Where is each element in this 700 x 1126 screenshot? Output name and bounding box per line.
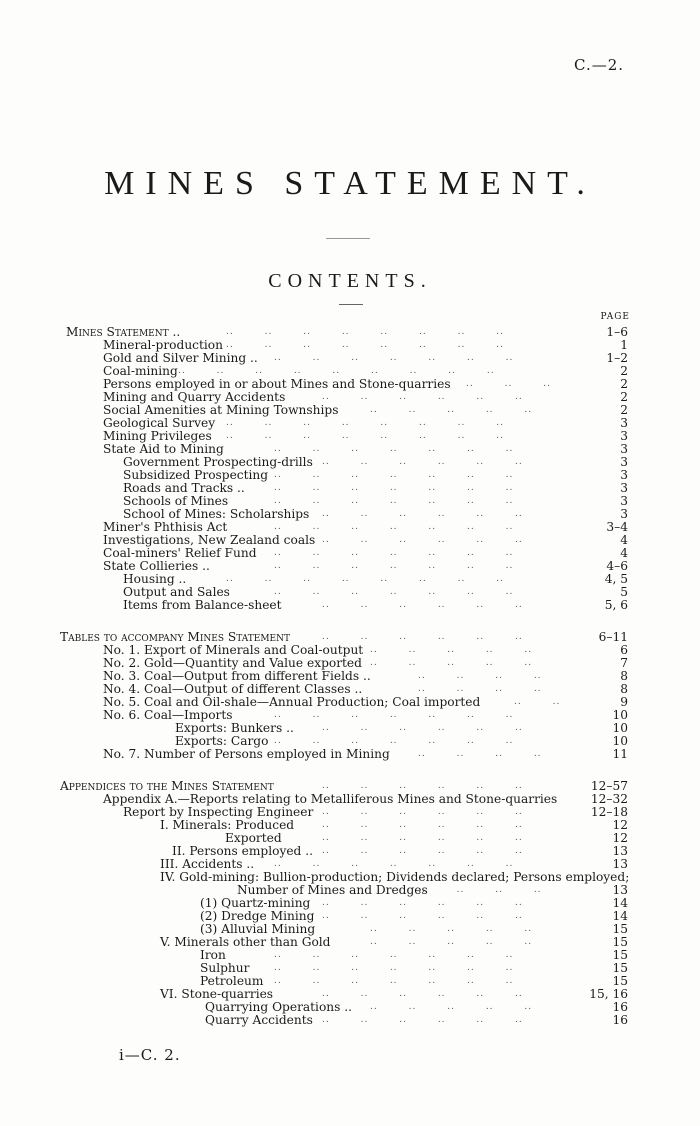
- entry-page-number: 15: [612, 935, 628, 949]
- leader-dots: .. .. .. .. .. .. .. ..: [226, 418, 504, 428]
- entry-title: Tables to accompany Mines Statement: [60, 630, 290, 644]
- toc-entry: [0, 910, 700, 923]
- entry-title: Investigations, New Zealand coals: [103, 533, 316, 547]
- entry-page-number: 15: [612, 922, 628, 936]
- entry-page-number: 3: [620, 468, 628, 482]
- toc-entry: [0, 586, 700, 599]
- entry-title: III. Accidents ..: [160, 857, 255, 871]
- leader-dots: .. .. .. .. .. .. ..: [274, 470, 514, 480]
- leader-dots: .. .. .. .. .. .. ..: [274, 353, 514, 363]
- leader-dots: .. ..: [514, 697, 561, 707]
- leader-dots: .. .. .. .. .. .. ..: [274, 950, 514, 960]
- entry-title: School of Mines: Scholarships: [123, 507, 310, 521]
- leader-dots: .. .. .. .. ..: [370, 405, 533, 415]
- leader-dots: .. .. .. .. .. ..: [322, 1015, 523, 1025]
- entry-page-number: 12–18: [590, 805, 628, 819]
- entry-page-number: 6–11: [598, 630, 628, 644]
- page-reference: C.—2.: [574, 56, 625, 74]
- entry-title: State Collieries ..: [103, 559, 210, 573]
- leader-dots: .. .. .. .. .. ..: [322, 989, 523, 999]
- entry-title: No. 3. Coal—Output from different Fields ..: [103, 669, 371, 683]
- entry-page-number: 15: [612, 948, 628, 962]
- toc-entry: [0, 806, 700, 819]
- entry-title: Social Amenities at Mining Townships: [103, 403, 339, 417]
- entry-title: IV. Gold-mining: Bullion-production; Dividends declared; Persons employed;: [160, 870, 630, 884]
- entry-page-number: 3: [620, 429, 628, 443]
- entry-title: Exported: [225, 831, 282, 845]
- toc-entry: [0, 560, 700, 573]
- toc-entry: [0, 923, 700, 936]
- entry-page-number: 3: [620, 442, 628, 456]
- entry-page-number: 4: [620, 546, 628, 560]
- toc-entry: [0, 748, 700, 761]
- entry-title: Petroleum: [200, 974, 264, 988]
- entry-page-number: 10: [612, 721, 628, 735]
- toc-entry: [0, 1014, 700, 1027]
- entry-title: Iron: [200, 948, 226, 962]
- entry-page-number: 4–6: [606, 559, 628, 573]
- leader-dots: .. .. .. .. .. .. .. ..: [226, 340, 504, 350]
- entry-title: Miner's Phthisis Act: [103, 520, 228, 534]
- leader-dots: .. .. .. .. .. ..: [322, 820, 523, 830]
- toc-entry: [0, 722, 700, 735]
- entry-page-number: 5: [620, 585, 628, 599]
- entry-title: Appendix A.—Reports relating to Metalliferous Mines and Stone-quarries: [103, 792, 558, 806]
- entry-title: Exports: Bunkers ..: [175, 721, 294, 735]
- leader-dots: .. .. .. .. .. ..: [322, 632, 523, 642]
- leader-dots: .. .. .. .. .. .. .. ..: [226, 327, 504, 337]
- entry-page-number: 10: [612, 734, 628, 748]
- leader-dots: .. .. .. .. .. .. ..: [274, 522, 514, 532]
- entry-page-number: 8: [620, 682, 628, 696]
- page-title: MINES STATEMENT.: [104, 165, 596, 202]
- leader-dots: .. .. .. .. .. ..: [322, 457, 523, 467]
- entry-page-number: 3: [620, 507, 628, 521]
- entry-title: VI. Stone-quarries: [160, 987, 274, 1001]
- leader-dots: .. .. .. .. .. ..: [322, 600, 523, 610]
- leader-dots: .. .. .. ..: [418, 684, 542, 694]
- toc-entry: [0, 949, 700, 962]
- entry-title: V. Minerals other than Gold: [160, 935, 331, 949]
- entry-page-number: 13: [612, 844, 628, 858]
- entry-page-number: 15, 16: [589, 987, 628, 1001]
- leader-dots: .. .. .. .. .. ..: [322, 833, 523, 843]
- entry-page-number: 9: [620, 695, 628, 709]
- entry-page-number: 11: [612, 747, 628, 761]
- entry-page-number: 13: [612, 857, 628, 871]
- entry-page-number: 2: [620, 403, 628, 417]
- leader-dots: .. .. .. .. .. .. .. ..: [226, 574, 504, 584]
- entry-title: Exports: Cargo: [175, 734, 269, 748]
- entry-page-number: 3: [620, 455, 628, 469]
- entry-title: Roads and Tracks ..: [123, 481, 245, 495]
- entry-title: Mines Statement ..: [66, 325, 181, 339]
- entry-page-number: 3: [620, 416, 628, 430]
- toc-entry: [0, 819, 700, 832]
- entry-title: Geological Survey: [103, 416, 216, 430]
- leader-dots: .. .. .. .. .. .. ..: [274, 483, 514, 493]
- entry-title: Appendices to the Mines Statement: [60, 779, 274, 793]
- entry-title: No. 2. Gold—Quantity and Value exported: [103, 656, 362, 670]
- entry-page-number: 15: [612, 974, 628, 988]
- entry-page-number: 16: [612, 1000, 628, 1014]
- leader-dots: .. .. .. .. .. .. ..: [274, 736, 514, 746]
- entry-title: Coal-mining: [103, 364, 178, 378]
- entry-page-number: 2: [620, 377, 628, 391]
- entry-title: Quarrying Operations ..: [205, 1000, 353, 1014]
- toc-entry: [0, 884, 700, 897]
- toc-entry: [0, 936, 700, 949]
- toc-entry: [0, 709, 700, 722]
- entry-page-number: 10: [612, 708, 628, 722]
- entry-page-number: 4, 5: [604, 572, 628, 586]
- entry-page-number: 1–6: [606, 325, 628, 339]
- entry-page-number: 3–4: [606, 520, 628, 534]
- toc-entry: [0, 482, 700, 495]
- entry-title: No. 4. Coal—Output of different Classes ..: [103, 682, 363, 696]
- entry-title: Report by Inspecting Engineer: [123, 805, 314, 819]
- entry-title: Items from Balance-sheet: [123, 598, 282, 612]
- entry-title: Output and Sales: [123, 585, 230, 599]
- entry-page-number: 2: [620, 390, 628, 404]
- leader-dots: .. .. ..: [466, 379, 551, 389]
- leader-dots: .. .. .. .. .. .. ..: [274, 548, 514, 558]
- signature-mark: i—C. 2.: [119, 1046, 181, 1064]
- leader-dots: .. .. .. .. .. ..: [322, 392, 523, 402]
- entry-title: I. Minerals: Produced: [160, 818, 295, 832]
- page-column-label: PAGE: [600, 312, 630, 322]
- entry-title: Number of Mines and Dredges: [237, 883, 428, 897]
- leader-dots: .. .. .. .. .. .. ..: [274, 710, 514, 720]
- entry-title: No. 6. Coal—Imports: [103, 708, 233, 722]
- leader-dots: .. .. .. .. ..: [370, 924, 533, 934]
- entry-page-number: 1–2: [606, 351, 628, 365]
- leader-dots: .. .. .. .. ..: [370, 937, 533, 947]
- leader-dots: .. .. .. .. .. ..: [322, 509, 523, 519]
- toc-entry: [0, 443, 700, 456]
- entry-title: Mining Privileges: [103, 429, 212, 443]
- title-divider: [326, 238, 370, 239]
- toc-entry: [0, 897, 700, 910]
- toc-entry: [0, 456, 700, 469]
- leader-dots: .. .. .. .. .. .. ..: [274, 963, 514, 973]
- toc-entry: [0, 599, 700, 612]
- entry-title: Gold and Silver Mining ..: [103, 351, 258, 365]
- entry-title: Government Prospecting-drills: [123, 455, 313, 469]
- toc-entry: [0, 573, 700, 586]
- leader-dots: .. .. .. .. .. .. .. ..: [226, 431, 504, 441]
- entry-title: No. 1. Export of Minerals and Coal-output: [103, 643, 364, 657]
- entry-title: (2) Dredge Mining: [200, 909, 315, 923]
- entry-title: (3) Alluvial Mining: [200, 922, 316, 936]
- leader-dots: .. .. .. .. .. ..: [322, 807, 523, 817]
- entry-title: Persons employed in or about Mines and Stone-quarries: [103, 377, 451, 391]
- leader-dots: .. .. .. .. ..: [370, 1002, 533, 1012]
- entry-page-number: 14: [612, 896, 628, 910]
- contents-divider: [339, 304, 363, 305]
- entry-title: Subsidized Prospecting: [123, 468, 269, 482]
- leader-dots: .. .. .. .. .. ..: [322, 898, 523, 908]
- leader-dots: .. .. .. .. .. ..: [322, 846, 523, 856]
- entry-title: II. Persons employed ..: [172, 844, 313, 858]
- leader-dots: .. .. .. .. .. .. ..: [274, 587, 514, 597]
- entry-page-number: 16: [612, 1013, 628, 1027]
- entry-page-number: 6: [620, 643, 628, 657]
- toc-entry: [0, 962, 700, 975]
- entry-page-number: 7: [620, 656, 628, 670]
- entry-title: Mineral-production: [103, 338, 223, 352]
- leader-dots: .. .. .. .. .. .. ..: [274, 444, 514, 454]
- leader-dots: .. .. .. ..: [418, 885, 542, 895]
- entry-page-number: 3: [620, 494, 628, 508]
- entry-title: No. 5. Coal and Oil-shale—Annual Production; Coal imported: [103, 695, 481, 709]
- leader-dots: .. .. .. .. .. .. ..: [274, 976, 514, 986]
- leader-dots: .. .. .. .. .. ..: [322, 723, 523, 733]
- entry-page-number: 3: [620, 481, 628, 495]
- leader-dots: .. .. .. .. ..: [370, 645, 533, 655]
- leader-dots: .. .. .. .. ..: [370, 658, 533, 668]
- leader-dots: .. .. .. .. .. .. ..: [274, 496, 514, 506]
- entry-page-number: 8: [620, 669, 628, 683]
- entry-title: (1) Quartz-mining: [200, 896, 311, 910]
- entry-page-number: 12: [612, 818, 628, 832]
- leader-dots: .. .. .. .. .. ..: [322, 535, 523, 545]
- leader-dots: .. .. .. .. .. ..: [322, 911, 523, 921]
- entry-page-number: 12–57: [590, 779, 628, 793]
- entry-title: Mining and Quarry Accidents: [103, 390, 286, 404]
- entry-title: State Aid to Mining: [103, 442, 224, 456]
- toc-entry: [0, 845, 700, 858]
- leader-dots: .. .. .. ..: [418, 671, 542, 681]
- entry-page-number: 14: [612, 909, 628, 923]
- entry-page-number: 15: [612, 961, 628, 975]
- contents-heading: CONTENTS.: [268, 270, 432, 292]
- entry-title: Sulphur: [200, 961, 250, 975]
- toc-entry: [0, 1001, 700, 1014]
- entry-page-number: 4: [620, 533, 628, 547]
- entry-title: Quarry Accidents: [205, 1013, 313, 1027]
- entry-page-number: 12: [612, 831, 628, 845]
- toc-entry: [0, 832, 700, 845]
- leader-dots: .. .. .. ..: [418, 749, 542, 759]
- entry-title: Schools of Mines: [123, 494, 229, 508]
- toc-entry: [0, 495, 700, 508]
- entry-title: Housing ..: [123, 572, 187, 586]
- entry-page-number: 13: [612, 883, 628, 897]
- leader-dots: .. .. .. .. .. ..: [322, 781, 523, 791]
- entry-title: Coal-miners' Relief Fund: [103, 546, 257, 560]
- entry-page-number: 12–32: [590, 792, 628, 806]
- entry-page-number: 5, 6: [604, 598, 628, 612]
- toc-entry: [0, 469, 700, 482]
- entry-page-number: 2: [620, 364, 628, 378]
- entry-page-number: 1: [620, 338, 628, 352]
- leader-dots: .. .. .. .. .. .. ..: [274, 561, 514, 571]
- leader-dots: .. .. .. .. .. .. ..: [274, 859, 514, 869]
- leader-dots: .. .. .. .. .. .. .. .. ..: [178, 366, 495, 376]
- entry-title: No. 7. Number of Persons employed in Mining: [103, 747, 390, 761]
